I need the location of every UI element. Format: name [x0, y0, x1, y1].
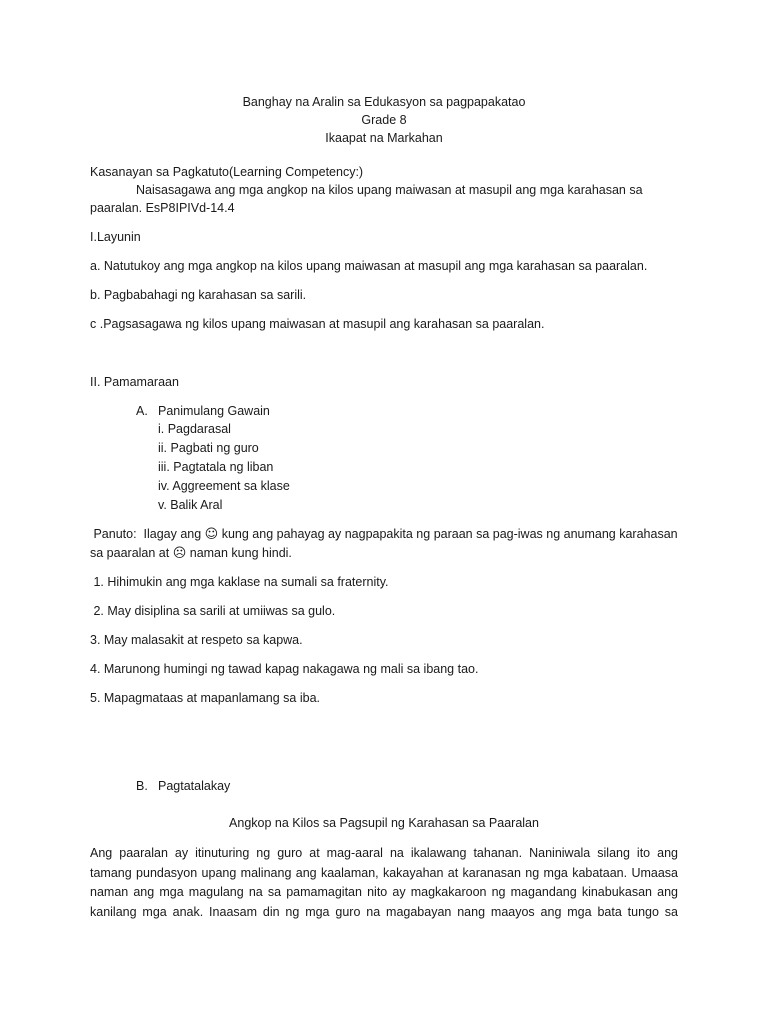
statement-item: 3. May malasakit at respeto sa kapwa. — [90, 633, 303, 647]
statement-item: 2. May disiplina sa sarili at umiiwas sa gulo. — [90, 604, 336, 618]
frown-icon: ☹ — [172, 546, 187, 561]
procedure-heading: II. Pamamaraan — [90, 375, 179, 389]
competency-label: Kasanayan sa Pagkatuto(Learning Competency:) — [90, 165, 364, 179]
objective-c: c .Pagsasagawa ng kilos upang maiwasan at masupil ang karahasan sa paaralan. — [90, 317, 545, 331]
smile-icon: ☺ — [204, 527, 219, 542]
competency-text-line1: Naisasagawa ang mga angkop na kilos upang maiwasan at masupil ang mga karahasan sa — [136, 183, 643, 197]
discussion-title: Angkop na Kilos sa Pagsupil ng Karahasan sa Paaralan — [229, 816, 539, 830]
activity-item: ii. Pagbati ng guro — [158, 441, 259, 455]
instructions-text: naman kung hindi. — [186, 546, 292, 560]
instructions-text: Panuto: Ilagay ang — [90, 527, 205, 541]
statement-item: 1. Hihimukin ang mga kaklase na sumali sa fraternity. — [90, 575, 389, 589]
statement-item: 4. Marunong humingi ng tawad kapag nakagawa ng mali sa ibang tao. — [90, 662, 479, 676]
section-b-title: Pagtatalakay — [158, 779, 231, 793]
statement-item: 5. Mapagmataas at mapanlamang sa iba. — [90, 691, 320, 705]
activity-item: i. Pagdarasal — [158, 422, 231, 436]
section-b-marker: B. — [136, 779, 148, 793]
discussion-line: kanilang mga anak. Inaasam din ng mga guro na magabayan nang maayos ang mga bata tungo sa — [90, 904, 678, 919]
discussion-line: naman ang mga magulang na sa pamamagitan nito ay magkakaroon ng magandang kinabukasan ang — [90, 885, 678, 899]
quarter-label: Ikaapat na Markahan — [325, 131, 443, 145]
activity-item: iii. Pagtatala ng liban — [158, 460, 274, 474]
grade-label: Grade 8 — [361, 113, 407, 127]
discussion-line: Ang paaralan ay itinuturing ng guro at mag-aaral na ikalawang tahanan. Naniniwala silang ito ang — [90, 846, 678, 860]
objective-b: b. Pagbabahagi ng karahasan sa sarili. — [90, 288, 307, 302]
competency-text-line2: paaralan. EsP8IPIVd-14.4 — [90, 201, 235, 215]
discussion-paragraph — [90, 844, 678, 922]
document-title: Banghay na Aralin sa Edukasyon sa pagpapakatao — [242, 95, 526, 109]
discussion-line: tamang pundasyon upang malinang ang kaalaman, kakayahan at karanasan ng mga kabataan. Umaasa — [90, 865, 678, 880]
instructions-text: sa paaralan at — [90, 546, 173, 560]
instructions-text: kung ang pahayag ay nagpapakita ng paraan sa pag-iwas ng anumang karahasan — [218, 527, 678, 541]
objective-a: a. Natutukoy ang mga angkop na kilos upang maiwasan at masupil ang mga karahasan sa paaralan. — [90, 259, 648, 273]
objectives-heading: I.Layunin — [90, 230, 141, 244]
instructions-line1 — [90, 527, 678, 542]
activity-item: v. Balik Aral — [158, 498, 223, 512]
section-a-title: Panimulang Gawain — [158, 404, 270, 418]
instructions-line2 — [90, 546, 292, 561]
section-a-marker: A. — [136, 404, 148, 418]
activity-item: iv. Aggreement sa klase — [158, 479, 290, 493]
